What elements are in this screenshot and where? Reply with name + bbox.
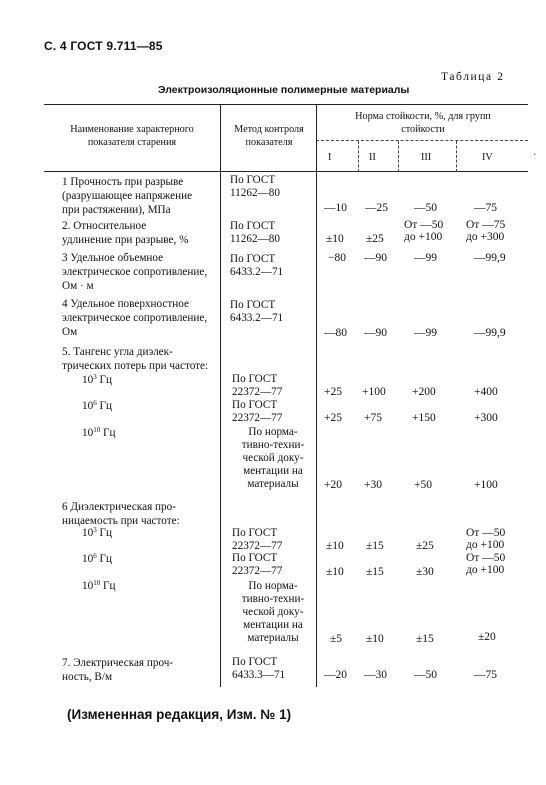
group-header-3: III bbox=[421, 152, 432, 163]
row-6a-value-1: ±10 bbox=[326, 540, 344, 552]
row-4-value-1: —80 bbox=[324, 327, 347, 339]
row-1-method: По ГОСТ 11262—80 bbox=[230, 174, 280, 199]
row-6b-value-2: ±15 bbox=[366, 566, 384, 578]
row-2-name: 2. Относительное удлинение при разрыве, % bbox=[62, 220, 189, 246]
column-header-indicator: Наименование характерного показателя старения bbox=[70, 124, 194, 148]
row-4-value-3: —99 bbox=[414, 327, 437, 339]
row-7-value-2: —30 bbox=[364, 669, 387, 681]
row-5b-frequency: $10^6$ Гц bbox=[82, 399, 112, 412]
page-header: С. 4 ГОСТ 9.711—85 bbox=[44, 39, 163, 53]
group-header-2: II bbox=[369, 152, 376, 163]
row-5a-method: По ГОСТ 22372—77 bbox=[232, 373, 283, 398]
row-4-value-2: —90 bbox=[364, 327, 387, 339]
row-6c-frequency: $10^{10}$ Гц bbox=[82, 579, 116, 592]
row-5c-method: По норма- тивно-техни- ческой доку- ментации на материалы bbox=[241, 426, 305, 490]
row-6a-value-3: ±25 bbox=[416, 540, 434, 552]
row-5a-frequency: $10^3$ Гц bbox=[82, 373, 112, 386]
row-7-value-1: —20 bbox=[324, 669, 347, 681]
row-4-value-4: —99,9 bbox=[474, 327, 506, 339]
row-5a-value-1: +25 bbox=[324, 386, 342, 398]
row-4-name: 4 Удельное поверхностное электрическое сопротивление, Ом bbox=[62, 298, 208, 338]
group-header-1: I bbox=[328, 152, 332, 163]
table-label: Таблица 2 bbox=[441, 71, 505, 83]
row-3-name: 3 Удельное объемное электрическое сопротивление, Ом · м bbox=[62, 252, 208, 292]
row-2-value-2: ±25 bbox=[366, 233, 384, 245]
row-6b-method: По ГОСТ 22372—77 bbox=[232, 552, 283, 577]
row-4-method: По ГОСТ 6433.2—71 bbox=[230, 299, 284, 324]
row-6c-value-2: ±10 bbox=[366, 633, 384, 645]
body-divider-2 bbox=[316, 172, 317, 687]
row-5a-value-3: +200 bbox=[412, 386, 436, 398]
col-divider-2 bbox=[316, 104, 317, 172]
row-2-value-3: От —50 до +100 bbox=[404, 219, 444, 243]
row-6c-value-1: ±5 bbox=[330, 633, 343, 645]
row-5-name: 5. Тангенс угла диэлек- трических потерь при частоте: bbox=[62, 346, 209, 372]
col-divider-3 bbox=[358, 141, 359, 172]
row-1-value-1: —10 bbox=[324, 202, 347, 214]
row-6c-value-3: ±15 bbox=[416, 633, 434, 645]
row-1-value-2: —25 bbox=[365, 202, 388, 214]
row-7-value-4: —75 bbox=[474, 669, 497, 681]
row-1-value-3: —50 bbox=[414, 202, 437, 214]
col-divider-5 bbox=[456, 141, 457, 172]
col-divider-4 bbox=[398, 141, 399, 172]
row-5c-value-4: +100 bbox=[474, 479, 498, 491]
row-2-method: По ГОСТ 11262—80 bbox=[230, 220, 280, 245]
row-2-value-1: ±10 bbox=[326, 233, 344, 245]
row-6c-method: По норма- тивно-техни- ческой доку- ментации на материалы bbox=[241, 580, 305, 644]
row-6a-method: По ГОСТ 22372—77 bbox=[232, 527, 283, 552]
row-6b-value-4: От —50 до +100 bbox=[466, 552, 506, 576]
row-7-name: 7. Электрическая проч- ность, В/м bbox=[62, 657, 174, 683]
row-5a-value-4: +400 bbox=[474, 386, 498, 398]
row-6a-value-4: От —50 до +100 bbox=[466, 527, 506, 551]
norm-subheader-rule bbox=[316, 140, 528, 141]
row-6-name: 6 Диэлектрическая про- ницаемость при частоте: bbox=[62, 501, 180, 527]
column-header-method: Метод контроля показателя bbox=[234, 124, 304, 148]
table-title: Электроизоляционные полимерные материалы bbox=[158, 84, 410, 96]
row-6a-frequency: $10^3$ Гц bbox=[82, 526, 112, 539]
row-3-value-3: —99 bbox=[414, 252, 437, 264]
row-5b-value-4: +300 bbox=[474, 412, 498, 424]
row-5a-value-2: +100 bbox=[362, 386, 386, 398]
row-7-value-3: —50 bbox=[414, 669, 437, 681]
row-6b-value-3: ±30 bbox=[416, 566, 434, 578]
row-3-value-4: —99,9 bbox=[474, 252, 506, 264]
row-6a-value-2: ±15 bbox=[366, 540, 384, 552]
row-3-value-2: —90 bbox=[364, 252, 387, 264]
row-2-value-4: От —75 до +300 bbox=[466, 219, 506, 243]
row-3-value-1: −80 bbox=[328, 252, 346, 264]
row-5c-value-2: +30 bbox=[364, 479, 382, 491]
row-5c-value-3: +50 bbox=[414, 479, 432, 491]
row-5c-value-1: +20 bbox=[324, 479, 342, 491]
row-5b-value-3: +150 bbox=[412, 412, 436, 424]
body-divider-1 bbox=[220, 172, 221, 687]
row-3-method: По ГОСТ 6433.2—71 bbox=[230, 253, 284, 278]
row-6c-value-4: ±20 bbox=[478, 631, 496, 643]
row-1-name: 1 Прочность при разрыве (разрушающее напряжение при растяжении), МПа bbox=[62, 176, 193, 216]
row-6b-value-1: ±10 bbox=[326, 566, 344, 578]
row-7-method: По ГОСТ 6433.3—71 bbox=[232, 656, 286, 681]
column-header-norm: Норма стойкости, %, для групп стойкости bbox=[355, 111, 491, 135]
row-5b-value-2: +75 bbox=[364, 412, 382, 424]
row-5b-method: По ГОСТ 22372—77 bbox=[232, 399, 283, 424]
edge-mark: · bbox=[533, 150, 537, 161]
table-top-rule bbox=[44, 104, 528, 105]
amendment-note: (Измененная редакция, Изм. № 1) bbox=[67, 707, 292, 722]
col-divider-1 bbox=[220, 104, 221, 172]
row-1-value-4: —75 bbox=[474, 202, 497, 214]
row-5c-frequency: $10^{10}$ Гц bbox=[82, 426, 116, 439]
row-6b-frequency: $10^6$ Гц bbox=[82, 552, 112, 565]
row-5b-value-1: +25 bbox=[324, 412, 342, 424]
group-header-4: IV bbox=[482, 152, 493, 163]
